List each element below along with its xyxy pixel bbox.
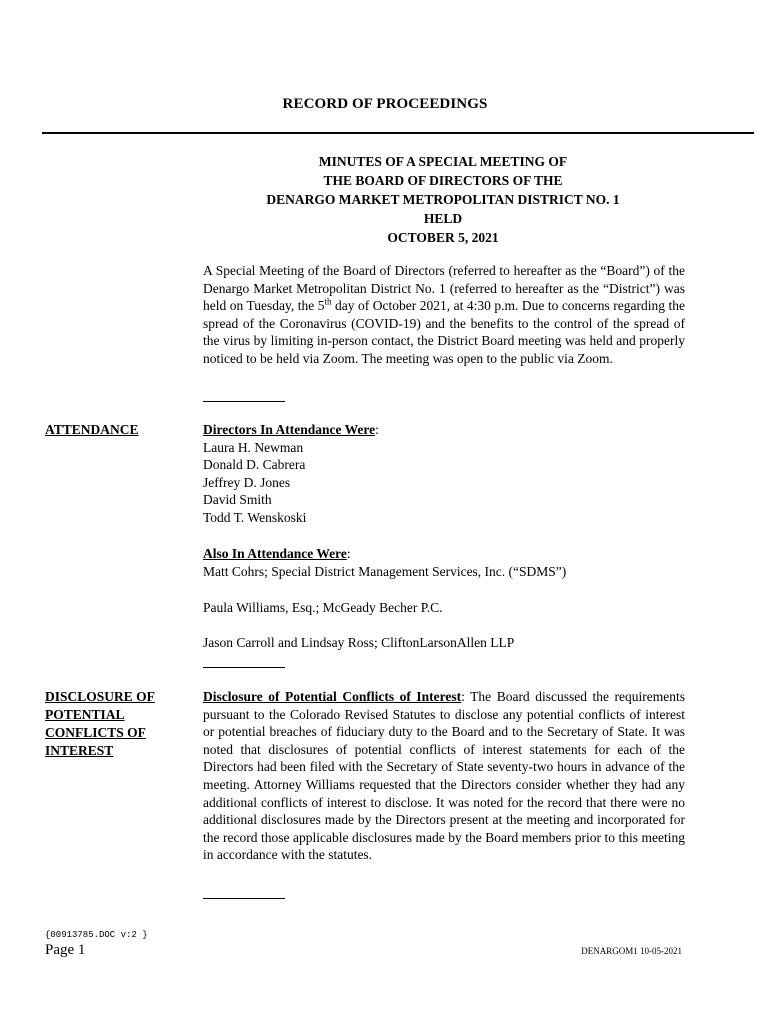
minutes-heading-line: THE BOARD OF DIRECTORS OF THE <box>323 173 563 188</box>
record-title: RECORD OF PROCEEDINGS <box>282 96 488 112</box>
section-divider <box>203 898 285 899</box>
disclosure-side-heading-line: DISCLOSURE OF <box>45 689 155 704</box>
directors-label: Directors In Attendance Were <box>203 422 376 437</box>
minutes-heading <box>200 152 686 247</box>
intro-text-part2: day of October 2021, at 4:30 p.m. Due to concerns regarding the spread of the Coronavirus (COVID-19) and the benefits to the control of the spread of the virus by limiting in-person contact, the District Board meeting was held and properly noticed to be held via Zoom. The meeting was open to the public via Zoom. <box>203 298 686 366</box>
disclosure-side-heading-line: POTENTIAL <box>45 707 125 722</box>
director-name: David Smith <box>203 492 272 508</box>
disclosure-body: The Board discussed the requirements pursuant to the Colorado Revised Statutes to disclose any potential conflicts of interest or potential breaches of fiduciary duty to the Board and to the Secretary of State. It was noted that disclosures of potential conflicts of interest statements for each of the Directors had been filed with the Secretary of State seventy-two hours in advance of the meeting. Attorney Williams requested that the Directors consider whether they had any additional conflicts of interest to disclose. It was noted for the record that there were no additional disclosures made by the Directors present at the meeting and incorporated for the record those applicable disclosures made by the Board members prior to this meeting in accordance with the statutes. <box>203 689 685 863</box>
minutes-heading-line: OCTOBER 5, 2021 <box>387 230 499 245</box>
disclosure-side-heading <box>45 688 175 760</box>
disclosure-label: Disclosure of Potential Conflicts of Interest <box>203 689 462 704</box>
director-name: Donald D. Cabrera <box>203 457 306 473</box>
intro-text-part1: A Special Meeting of the Board of Directors (referred to hereafter as the “Board”) of the Denargo Market Metropolitan District No. 1 (referred to hereafter as the “District”) was held on Tuesday, the 5 <box>203 263 685 314</box>
section-divider <box>203 667 285 668</box>
document-id: {00913785.DOC v:2 } <box>45 930 148 940</box>
minutes-heading-line: DENARGO MARKET METROPOLITAN DISTRICT NO. 1 <box>266 192 620 207</box>
director-name: Jeffrey D. Jones <box>203 474 291 490</box>
disclosure-side-heading-line: INTEREST <box>45 743 114 758</box>
intro-paragraph <box>203 262 685 368</box>
disclosure-paragraph: Disclosure of Potential Conflicts of Interest: The Board discussed the requirements pursuant to the Colorado Revised Statutes to disclose any potential conflicts of interest or potential breaches of fiduciary duty to the Board and to the Secretary of State. It was noted that disclosures of potential conflicts of interest statements for each of the Directors had been filed with the Secretary of State seventy-two hours in advance of the meeting. Attorney Williams requested that the Directors consider whether they had any additional conflicts of interest to disclose. It was noted for the record that there were no additional disclosures made by the Directors present at the meeting and incorporated for the record those applicable disclosures made by the Board members prior to this meeting in accordance with the statutes. <box>203 689 685 863</box>
director-name: Todd T. Wenskoski <box>203 509 307 525</box>
attendee-entry: Paula Williams, Esq.; McGeady Becher P.C. <box>203 600 443 615</box>
also-attendance-block: Also In Attendance Were: Matt Cohrs; Special District Management Services, Inc. (“SDMS”) <box>203 545 685 580</box>
disclosure-side-heading-line: CONFLICTS OF <box>45 725 146 740</box>
director-name: Laura H. Newman <box>203 439 304 455</box>
attendee-entry: Matt Cohrs; Special District Management Services, Inc. (“SDMS”) <box>203 563 567 579</box>
attendance-side-heading: ATTENDANCE <box>45 422 139 437</box>
minutes-heading-line: HELD <box>423 211 463 226</box>
page-number: Page 1 <box>45 942 86 958</box>
header-divider <box>42 132 754 134</box>
attendee-entry: Jason Carroll and Lindsay Ross; CliftonLarsonAllen LLP <box>203 635 515 650</box>
directors-block: Directors In Attendance Were: Laura H. Newman Donald D. Cabrera Jeffrey D. Jones David Smith Todd T. Wenskoski <box>203 421 685 527</box>
minutes-heading-line: MINUTES OF A SPECIAL MEETING OF <box>318 154 568 169</box>
document-reference: DENARGOM1 10-05-2021 <box>581 946 682 956</box>
also-attendance-label: Also In Attendance Were <box>203 546 347 561</box>
section-divider <box>203 401 285 402</box>
intro-superscript: th <box>324 296 332 307</box>
